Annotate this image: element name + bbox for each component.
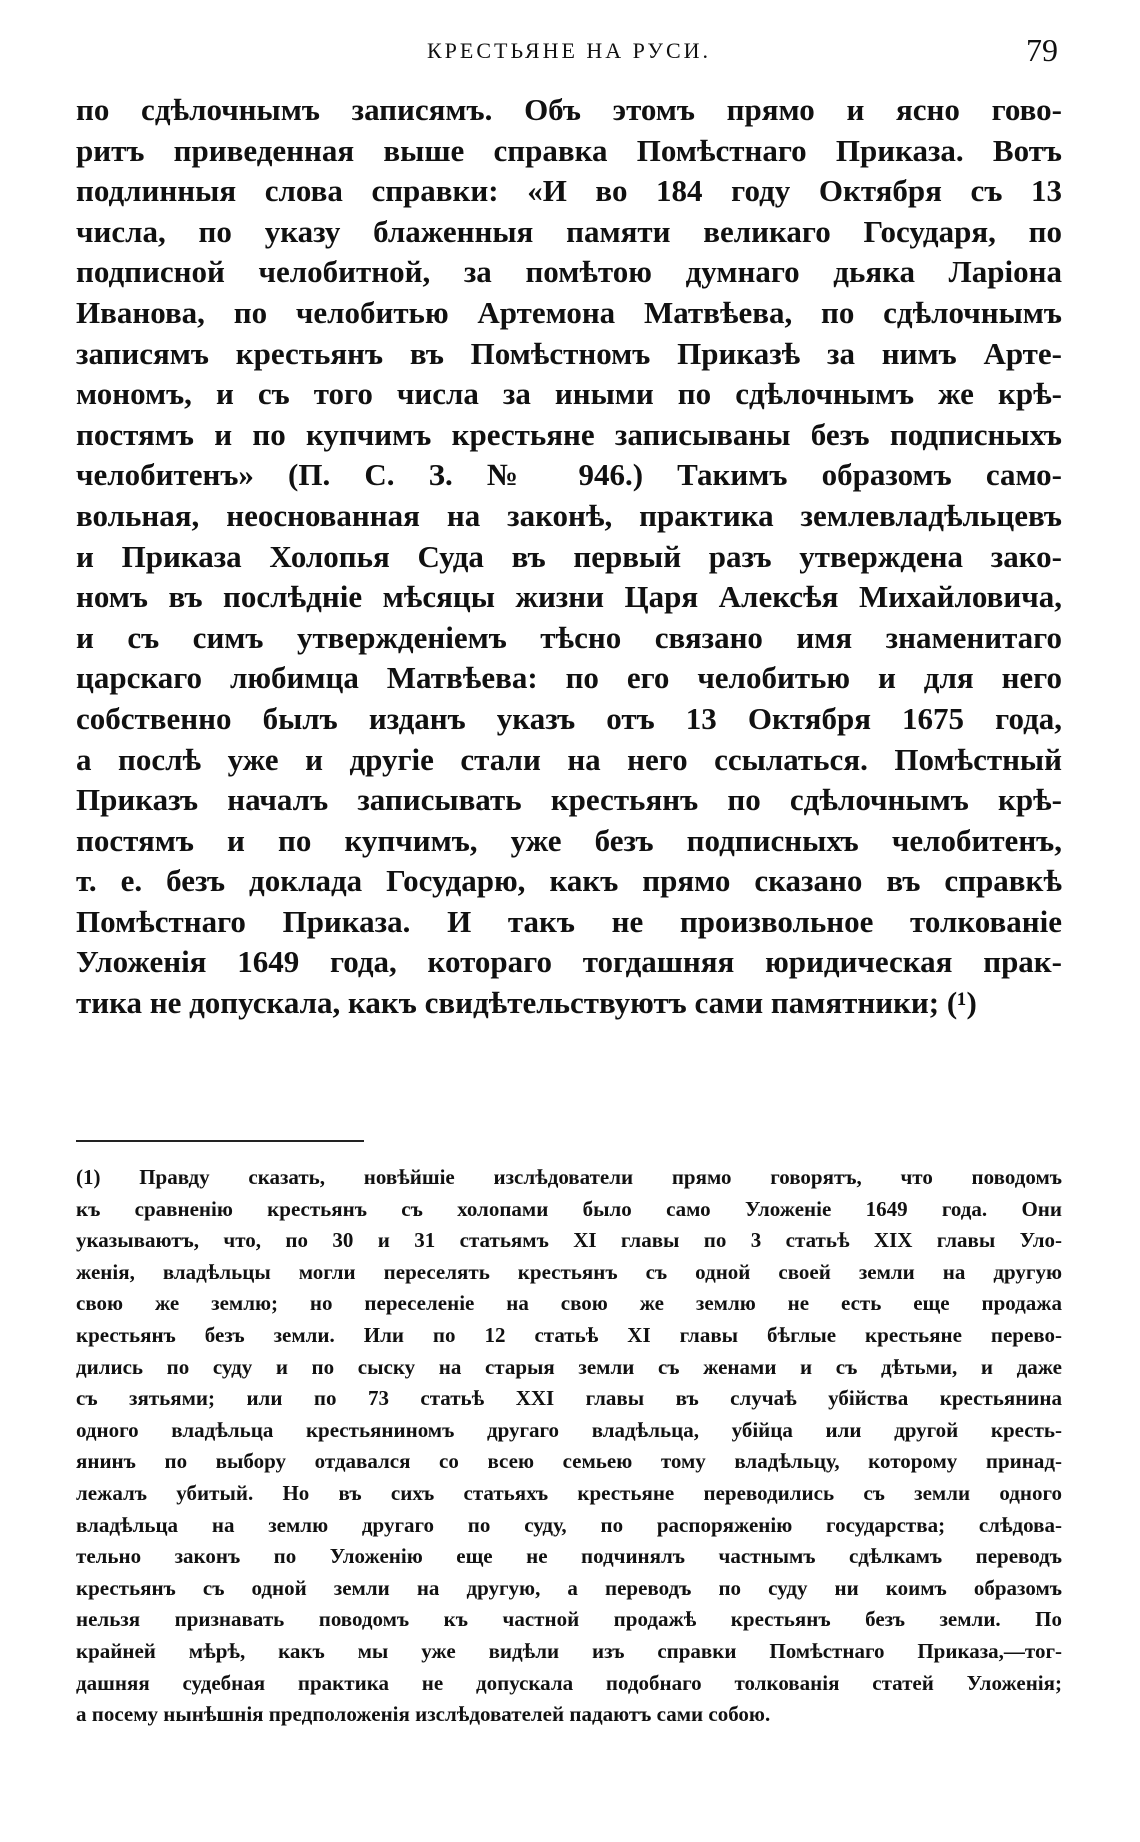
page-number: 79 xyxy=(1026,32,1058,68)
footnote-line: къ сравненію крестьянъ съ холопами было само Уложеніе 1649 года. Они xyxy=(76,1196,1062,1221)
text-line: Приказъ началъ записывать крестьянъ по сдѣлочнымъ крѣ- xyxy=(76,782,1062,818)
footnote-line: а посему нынѣшнія предположенія изслѣдователей падаютъ сами собою. xyxy=(76,1702,771,1727)
footnote-line: нельзя признавать поводомъ къ частной продажѣ крестьянъ безъ земли. По xyxy=(76,1607,1062,1632)
text-line: вольная, неоснованная на законѣ, практика землевладѣльцевъ xyxy=(76,497,1062,533)
text-line: подлинныя слова справки: «И во 184 году Октября съ 13 xyxy=(76,173,1062,209)
text-line: мономъ, и съ того числа за иными по сдѣлочнымъ же крѣ- xyxy=(76,376,1062,412)
text-line: номъ въ послѣдніе мѣсяцы жизни Царя Алексѣя Михайловича, xyxy=(76,579,1062,615)
footnote-line: крайней мѣрѣ, какъ мы уже видѣли изъ справки Помѣстнаго Приказа,—тог- xyxy=(76,1638,1062,1663)
text-line: Иванова, по челобитью Артемона Матвѣева, по сдѣлочнымъ xyxy=(76,294,1062,330)
text-line: Уложенія 1649 года, котораго тогдашняя юридическая прак- xyxy=(76,944,1062,980)
footnote-line: съ зятьями; или по 73 статьѣ XXI главы въ случаѣ убійства крестьянина xyxy=(76,1386,1062,1411)
text-line: постямъ и по купчимъ, уже безъ подписныхъ челобитенъ, xyxy=(76,822,1062,858)
footnote-line: одного владѣльца крестьяниномъ другаго владѣльца, убійца или другой кресть- xyxy=(76,1417,1062,1442)
footnote-line: янинъ по выбору отдавался со всею семьею тому владѣльцу, которому принад- xyxy=(76,1449,1062,1474)
footnote-line: тельно законъ по Уложенію еще не подчинялъ частнымъ сдѣлкамъ переводъ xyxy=(76,1544,1062,1569)
footnote-line: дились по суду и по сыску на старыя земли съ женами и съ дѣтьми, и даже xyxy=(76,1354,1062,1379)
text-line: и Приказа Холопья Суда въ первый разъ утверждена зако- xyxy=(76,538,1062,574)
footnote-line: крестьянъ безъ земли. Или по 12 статьѣ XI главы бѣглые крестьяне перево- xyxy=(76,1322,1062,1347)
footnote-line: лежалъ убитый. Но въ сихъ статьяхъ крестьяне переводились съ земли одного xyxy=(76,1480,1062,1505)
text-line: Помѣстнаго Приказа. И такъ не произвольное толкованіе xyxy=(76,903,1062,939)
footnote-line: женія, владѣльцы могли переселять крестьянъ съ одной своей земли на другую xyxy=(76,1259,1062,1284)
text-line: челобитенъ» (П. С. З. № 946.) Такимъ образомъ само- xyxy=(76,457,1062,493)
footnote-divider xyxy=(76,1140,364,1142)
main-text xyxy=(76,90,1062,1024)
text-line: подписной челобитной, за помѣтою думнаго дьяка Ларіона xyxy=(76,254,1062,290)
footnote-line: дашняя судебная практика не допускала подобнаго толкованія статей Уложенія; xyxy=(76,1670,1062,1695)
text-line: постямъ и по купчимъ крестьяне записываны безъ подписныхъ xyxy=(76,416,1062,452)
footnote-line: крестьянъ съ одной земли на другую, а переводъ по суду ни коимъ образомъ xyxy=(76,1575,1062,1600)
footnote-line: владѣльца на землю другаго по суду, по распоряженію государства; слѣдова- xyxy=(76,1512,1062,1537)
running-head: КРЕСТЬЯНЕ НА РУСИ. xyxy=(426,38,712,63)
text-line: тика не допускала, какъ свидѣтельствуютъ сами памятники; (¹) xyxy=(76,985,977,1021)
footnote-line: свою же землю; но переселеніе на свою же землю не есть еще продажа xyxy=(76,1291,1062,1316)
text-line: числа, по указу блаженныя памяти великаго Государя, по xyxy=(76,213,1062,249)
text-line: ритъ приведенная выше справка Помѣстнаго Приказа. Вотъ xyxy=(76,132,1062,168)
text-line: царскаго любимца Матвѣева: по его челобитью и для него xyxy=(76,660,1062,696)
footnote-text xyxy=(76,1162,1062,1731)
page-header xyxy=(76,32,1062,72)
text-line: собственно былъ изданъ указъ отъ 13 Октября 1675 года, xyxy=(76,700,1062,736)
text-line: и съ симъ утвержденіемъ тѣсно связано имя знаменитаго xyxy=(76,619,1062,655)
text-line: а послѣ уже и другіе стали на него ссылаться. Помѣстный xyxy=(76,741,1062,777)
text-line: по сдѣлочнымъ записямъ. Объ этомъ прямо и ясно гово- xyxy=(76,92,1062,127)
text-line: записямъ крестьянъ въ Помѣстномъ Приказѣ за нимъ Арте- xyxy=(76,335,1062,371)
text-line: т. е. безъ доклада Государю, какъ прямо сказано въ справкѣ xyxy=(76,863,1062,899)
footnote-line: указываютъ, что, по 30 и 31 статьямъ XI главы по 3 статьѣ XIX главы Уло- xyxy=(76,1228,1062,1253)
footnote-line: (1) Правду сказать, новѣйшіе изслѣдователи прямо говорятъ, что поводомъ xyxy=(76,1165,1062,1189)
